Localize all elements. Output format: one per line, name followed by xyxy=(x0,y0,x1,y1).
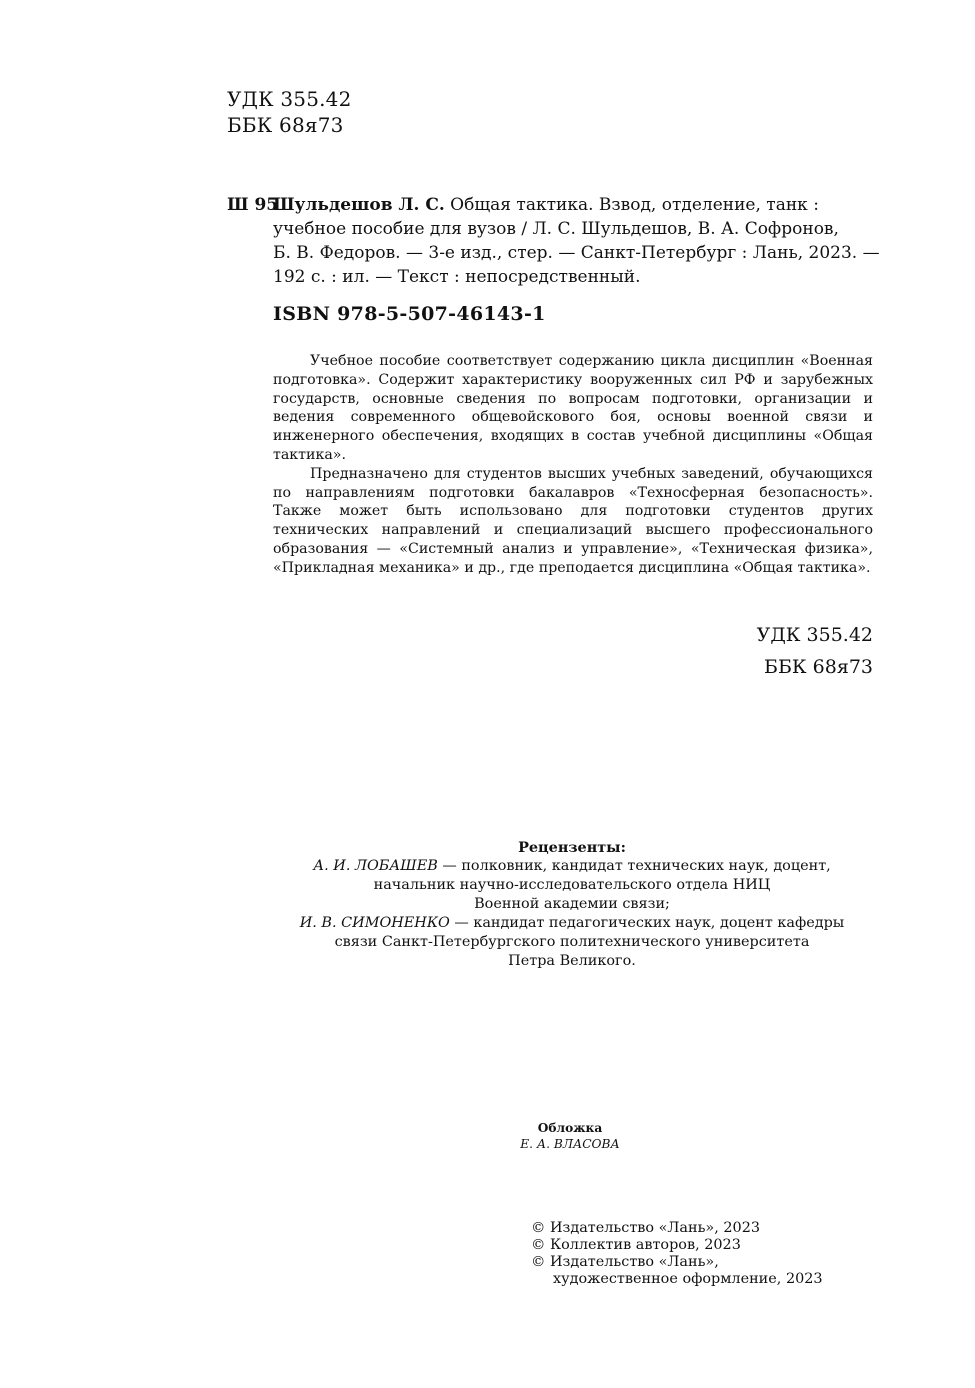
reviewer-2-name: И. В. СИМОНЕНКО xyxy=(299,915,450,931)
cover-credit xyxy=(470,1120,670,1152)
udk-code-top: УДК 355.42 xyxy=(227,87,352,111)
reviewers-block xyxy=(227,838,917,971)
copyright-line-4: художественное оформление, 2023 xyxy=(553,1271,823,1287)
bbk-code-top: ББК 68я73 xyxy=(227,113,344,137)
copyright-line-1: © Издательство «Лань», 2023 xyxy=(531,1220,761,1236)
reviewer-2-line-3: Петра Великого. xyxy=(508,953,636,969)
bbk-code-bottom: ББК 68я73 xyxy=(763,656,873,678)
copyright-block xyxy=(531,1220,823,1288)
reviewer-1-line-2: начальник научно-исследовательского отдела НИЦ xyxy=(373,877,771,893)
isbn: ISBN 978-5-507-46143-1 xyxy=(273,303,546,325)
biblio-line-4: 192 с. : ил. — Текст : непосредственный. xyxy=(273,267,641,287)
udk-code-bottom: УДК 355.42 xyxy=(756,624,873,646)
reviewer-1-line-1 xyxy=(227,857,917,876)
author-mark: Ш 95 xyxy=(227,195,279,215)
annotation-paragraph-2: Предназначено для студентов высших учебных заведений, обучающихся по направлениям подготовки бакалавров «Техносферная безопасность». Также может быть использовано для подготовки студентов других технических направлений и специализаций высшего профессионального образования — «Системный анализ и управление», «Техническая физика», «Прикладная механика» и др., где преподается дисциплина «Общая тактика». xyxy=(273,465,873,576)
reviewer-2-title: — кандидат педагогических наук, доцент кафедры xyxy=(449,915,845,931)
reviewer-1-title: — полковник, кандидат технических наук, доцент, xyxy=(437,858,831,874)
biblio-line-1 xyxy=(273,193,873,217)
copyright-line-2: © Коллектив авторов, 2023 xyxy=(531,1237,741,1253)
book-title: Общая тактика. Взвод, отделение, танк : xyxy=(444,195,819,215)
copyright-line-3: © Издательство «Лань», xyxy=(531,1254,719,1270)
bibliographic-record xyxy=(273,193,880,289)
author-name: Шульдешов Л. С. xyxy=(273,195,445,215)
biblio-line-2: учебное пособие для вузов / Л. С. Шульдешов, В. А. Софронов, xyxy=(273,219,839,239)
reviewer-2-line-1 xyxy=(227,914,917,933)
cover-designer: Е. А. ВЛАСОВА xyxy=(520,1137,620,1151)
reviewer-2-line-2: связи Санкт-Петербургского политехнического университета xyxy=(334,934,810,950)
cover-heading: Обложка xyxy=(537,1121,603,1135)
biblio-line-3: Б. В. Федоров. — 3-е изд., стер. — Санкт-Петербург : Лань, 2023. — xyxy=(273,243,880,263)
annotation-paragraph-1: Учебное пособие соответствует содержанию цикла дисциплин «Военная подготовка». Содержит характеристику вооруженных сил РФ и зарубежных государств, основные сведения по вопросам подготовки, организации и ведения современного общевойскового боя, основы военной связи и инженерного обеспечения, входящих в состав учебной дисциплины «Общая тактика». xyxy=(273,353,873,463)
reviewer-1-name: А. И. ЛОБАШЕВ xyxy=(313,858,438,874)
annotation xyxy=(273,352,873,578)
reviewers-heading: Рецензенты: xyxy=(518,839,626,856)
reviewer-1-line-3: Военной академии связи; xyxy=(474,896,670,912)
